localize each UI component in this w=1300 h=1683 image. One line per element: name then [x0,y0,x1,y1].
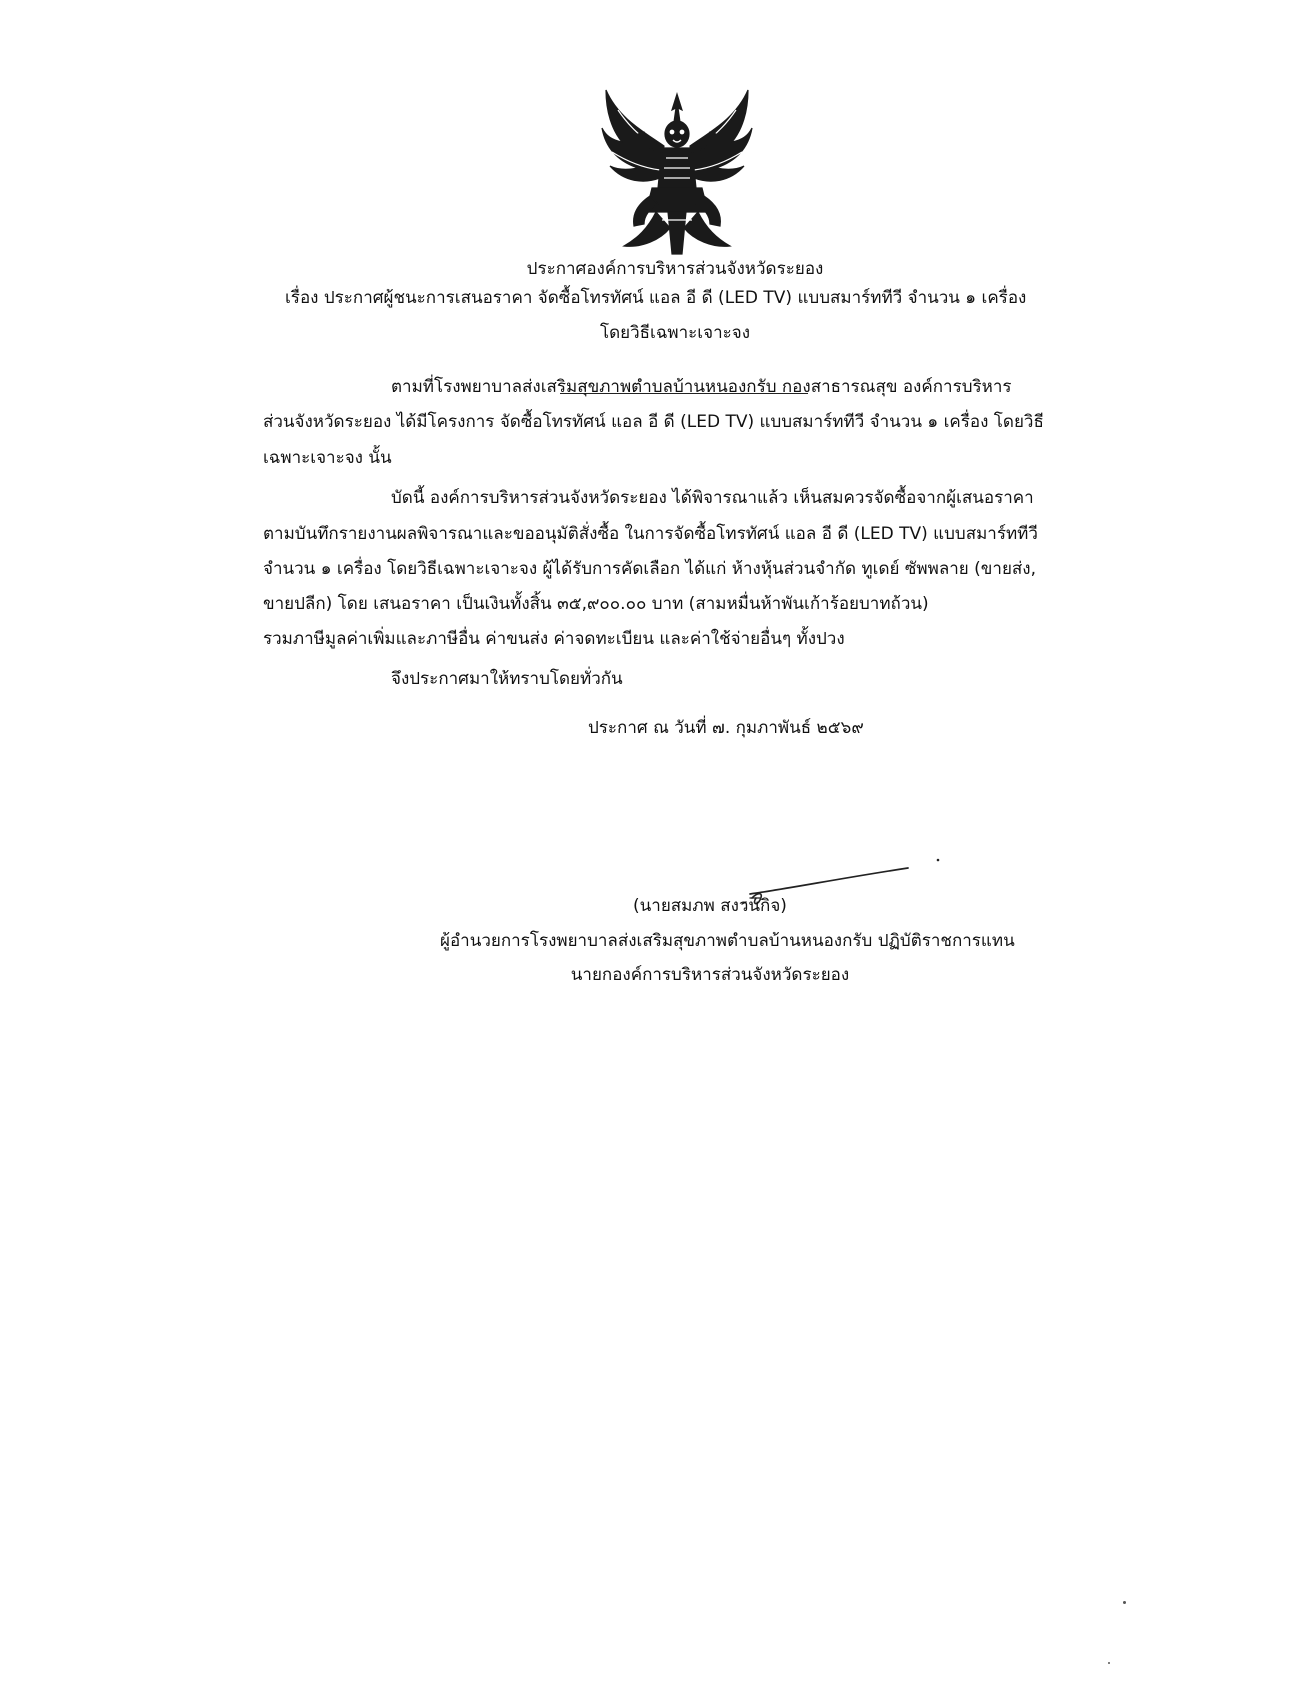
paragraph-2-line-4: ขายปลีก) โดย เสนอราคา เป็นเงินทั้งสิ้น ๓๕,๙๐๐.๐๐ บาท (สามหมื่นห้าพันเก้าร้อยบาทถ้วน) [263,594,929,614]
paragraph-2-line-2: ตามบันทึกรายงานผลพิจารณาและขออนุมัติสั่งซื้อ ในการจัดซื้อโทรทัศน์ แอล อี ดี (LED TV) แบบสมาร์ททีวี [263,524,1038,544]
scan-speck [1108,1662,1110,1664]
announcement-date: ประกาศ ณ วันที่ ๗. กุมภาพันธ์ ๒๕๖๙ [588,718,864,738]
subject-line: เรื่อง ประกาศผู้ชนะการเสนอราคา จัดซื้อโทรทัศน์ แอล อี ดี (LED TV) แบบสมาร์ททีวี จำนวน ๑ เครื่อง [285,288,1027,308]
garuda-emblem-icon [598,88,756,256]
signatory-position-acting-for: นายกองค์การบริหารส่วนจังหวัดระยอง [570,965,850,985]
paragraph-1-line-1: ตามที่โรงพยาบาลส่งเสริมสุขภาพตำบลบ้านหนองกรับ กองสาธารณสุข องค์การบริหาร [391,377,1012,397]
paragraph-1-line-2: ส่วนจังหวัดระยอง ได้มีโครงการ จัดซื้อโทรทัศน์ แอล อี ดี (LED TV) แบบสมาร์ททีวี จำนวน ๑ เครื่อง โดยวิธี [263,412,1044,432]
signatory-name: (นายสมภพ สงวนกิจ) [633,896,787,916]
paragraph-2-line-3: จำนวน ๑ เครื่อง โดยวิธีเฉพาะเจาะจง ผู้ได้รับการคัดเลือก ได้แก่ ห้างหุ้นส่วนจำกัด ทูเดย์ ซัพพลาย (ขายส่ง, [263,559,1037,579]
subject-method: โดยวิธีเฉพาะเจาะจง [599,323,751,343]
handwritten-signature [712,858,952,928]
issuer-heading: ประกาศองค์การบริหารส่วนจังหวัดระยอง [526,259,824,279]
paragraph-2-line-5: รวมภาษีมูลค่าเพิ่มและภาษีอื่น ค่าขนส่ง ค่าจดทะเบียน และค่าใช้จ่ายอื่นๆ ทั้งปวง [263,629,845,649]
paragraph-1-line-3: เฉพาะเจาะจง นั้น [263,448,392,468]
signatory-position: ผู้อำนวยการโรงพยาบาลส่งเสริมสุขภาพตำบลบ้านหนองกรับ ปฏิบัติราชการแทน [440,931,1015,951]
paragraph-2-line-1: บัดนี้ องค์การบริหารส่วนจังหวัดระยอง ได้พิจารณาแล้ว เห็นสมควรจัดซื้อจากผู้เสนอราคา [391,488,1034,508]
closing-statement: จึงประกาศมาให้ทราบโดยทั่วกัน [391,669,623,689]
scan-speck [1123,1601,1126,1604]
